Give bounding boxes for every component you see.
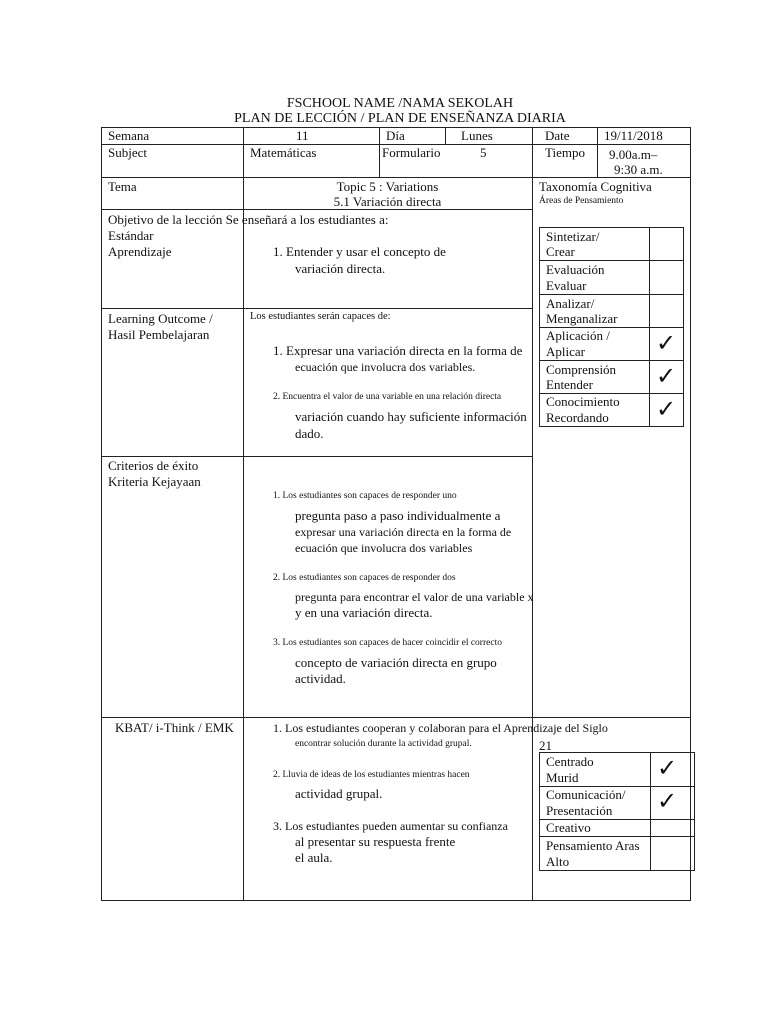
kbat-check-cell — [650, 819, 695, 837]
kbat-item-3c: el aula. — [295, 850, 333, 865]
subject-label: Subject — [108, 145, 147, 160]
taxonomy-item: Conocimiento Recordando — [539, 393, 650, 427]
criterios-item-2: 2. Los estudiantes son capaces de responder dos — [273, 573, 456, 583]
subtopic-title: 5.1 Variación directa — [333, 194, 442, 209]
kbat-item: Centrado Murid — [539, 752, 651, 787]
check-icon: ✓ — [656, 395, 677, 423]
date-value: 19/11/2018 — [604, 128, 663, 143]
objetivo-item-1b: variación directa. — [295, 261, 386, 276]
taxonomy-title: Taxonomía Cognitiva — [539, 179, 652, 194]
tiempo-value-start: 9.00a.m– — [609, 147, 658, 162]
date-label: Date — [545, 128, 570, 143]
outcome-label-1: Learning Outcome / — [108, 311, 213, 326]
criterios-item-3: 3. Los estudiantes son capaces de hacer coincidir el correcto — [273, 638, 502, 648]
plan-title: PLAN DE LECCIÓN / PLAN DE ENSEÑANZA DIARIA — [234, 111, 566, 126]
criterios-item-1: 1. Los estudiantes son capaces de responder uno — [273, 491, 457, 501]
criterios-item-1d: ecuación que involucra dos variables — [295, 541, 473, 555]
criterios-label-1: Criterios de éxito — [108, 458, 199, 473]
outcome-item-2: 2. Encuentra el valor de una variable en una relación directa — [273, 392, 502, 402]
tiempo-value-end: 9:30 a.m. — [614, 162, 663, 177]
kbat-item-3: 3. Los estudiantes pueden aumentar su confianza — [273, 819, 508, 833]
criterios-label-2: Kriteria Kejayaan — [108, 474, 201, 489]
kbat-check-cell — [650, 836, 695, 871]
kbat-item: Comunicación/ Presentación — [539, 786, 651, 820]
objetivo-label-1: Estándar — [108, 228, 154, 243]
outcome-label-2: Hasil Pembelajaran — [108, 327, 210, 342]
outcome-intro: Los estudiantes serán capaces de: — [250, 311, 391, 322]
taxonomy-check-cell — [649, 393, 684, 427]
objetivo-intro: Objetivo de la lección Se enseñará a los estudiantes a: — [108, 212, 389, 227]
taxonomy-check-cell — [649, 260, 684, 295]
semana-value: 11 — [296, 128, 309, 143]
topic-title: Topic 5 : Variations — [336, 179, 439, 194]
kbat-item-2b: actividad grupal. — [295, 786, 383, 801]
taxonomy-check-cell — [649, 227, 684, 261]
kbat-item-2: 2. Lluvia de ideas de los estudiantes mientras hacen — [273, 770, 470, 780]
taxonomy-item: Evaluación Evaluar — [539, 260, 650, 295]
kbat-check-cell — [650, 786, 695, 820]
kbat-item: Creativo — [539, 819, 651, 837]
taxonomy-check-cell — [649, 294, 684, 328]
criterios-item-2b: pregunta para encontrar el valor de una variable x — [295, 590, 534, 604]
kbat-item-3b: al presentar su respuesta frente — [295, 834, 456, 849]
taxonomy-item: Analizar/ Menganalizar — [539, 294, 650, 328]
taxonomy-item: Sintetizar/ Crear — [539, 227, 650, 261]
outcome-item-1b: ecuación que involucra dos variables. — [295, 360, 476, 374]
kbat-check-cell — [650, 752, 695, 787]
taxonomy-check-cell — [649, 360, 684, 394]
outcome-item-2c: dado. — [295, 426, 324, 441]
kbat-item-1c: 21 — [539, 738, 552, 753]
criterios-item-3c: actividad. — [295, 671, 346, 686]
kbat-item-1: 1. Los estudiantes cooperan y colaboran para el Aprendizaje del Siglo — [273, 721, 608, 735]
check-icon: ✓ — [657, 754, 678, 782]
kbat-item: Pensamiento Aras Alto — [539, 836, 651, 871]
criterios-item-2c: y en una variación directa. — [295, 605, 433, 620]
formulario-value: 5 — [480, 145, 487, 160]
dia-label: Día — [386, 128, 405, 143]
taxonomy-item: Comprensión Entender — [539, 360, 650, 394]
tema-label: Tema — [108, 179, 137, 194]
criterios-item-1b: pregunta paso a paso individualmente a — [295, 508, 501, 523]
subject-value: Matemáticas — [250, 145, 317, 160]
taxonomy-subtitle: Áreas de Pensamiento — [539, 196, 624, 206]
check-icon: ✓ — [656, 329, 677, 357]
outcome-item-2b: variación cuando hay suficiente información — [295, 409, 527, 424]
objetivo-item-1: 1. Entender y usar el concepto de — [273, 244, 446, 259]
check-icon: ✓ — [657, 787, 678, 815]
taxonomy-item: Aplicación / Aplicar — [539, 327, 650, 361]
dia-value: Lunes — [461, 128, 493, 143]
school-name: FSCHOOL NAME /NAMA SEKOLAH — [286, 96, 514, 111]
check-icon: ✓ — [656, 362, 677, 390]
kbat-item-1b: encontrar solución durante la actividad grupal. — [295, 739, 472, 749]
formulario-label: Formulario — [382, 145, 441, 160]
semana-label: Semana — [108, 128, 150, 143]
outcome-item-1: 1. Expresar una variación directa en la forma de — [273, 343, 523, 358]
criterios-item-1c: expresar una variación directa en la forma de — [295, 525, 512, 539]
kbat-label: KBAT/ i-Think / EMK — [115, 720, 234, 735]
objetivo-label-2: Aprendizaje — [108, 244, 172, 259]
taxonomy-check-cell — [649, 327, 684, 361]
tiempo-label: Tiempo — [545, 145, 585, 160]
criterios-item-3b: concepto de variación directa en grupo — [295, 655, 497, 670]
